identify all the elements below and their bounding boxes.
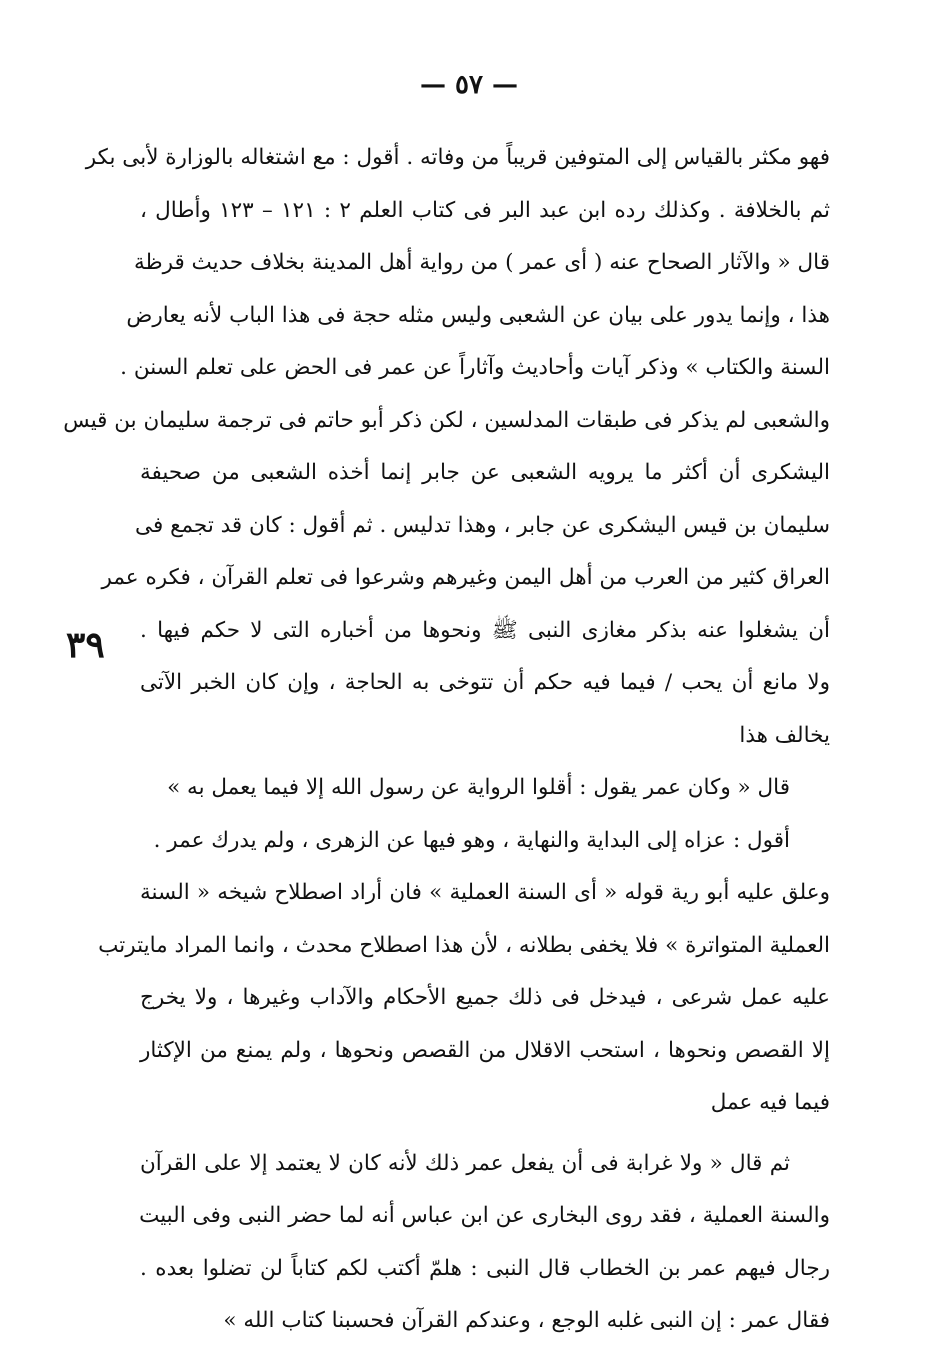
text-line: يخالف هذا	[739, 722, 830, 748]
text-line: والشعبى لم يذكر فى طبقات المدلسين ، لكن ذكر أبو حاتم فى ترجمة سليمان بن قيس	[63, 407, 830, 433]
text-line: وعلق عليه أبو رية قوله « أى السنة العملية » فان أراد اصطلاح شيخه « السنة	[140, 880, 830, 905]
text-line: سليمان بن قيس اليشكرى عن جابر ، وهذا تدليس . ثم أقول : كان قد تجمع فى	[135, 512, 830, 538]
paragraph-3	[98, 815, 830, 1130]
text-line: فهو مكثر بالقياس إلى المتوفين قريباً من وفاته . أقول : مع اشتغاله بالوزارة لأبى بكر	[85, 145, 830, 170]
text-line: ثم بالخلافة . وكذلك رده ابن عبد البر فى كتاب العلم ٢ : ١٢١ – ١٢٣ وأطال ،	[140, 197, 831, 223]
text-line: فيما فيه عمل	[710, 1090, 830, 1115]
text-line: هذا ، وإنما يدور على بيان عن الشعبى وليس مثله حجة فى هذا الباب لأنه يعارض	[126, 302, 830, 328]
text-line: قال « والآثار الصحاح عنه ( أى عمر ) من رواية أهل المدينة بخلاف حديث قرظة	[133, 250, 830, 275]
text-line: أن يشغلوا عنه بذكر مغازى النبى ﷺ ونحوها من أخباره التى لا حكم فيها .	[140, 617, 830, 643]
margin-page-marker: ٣٩	[66, 624, 105, 666]
text-line: إلا القصص ونحوها ، استحب الاقلال من القصص ونحوها ، ولم يمنع من الإكثار	[140, 1037, 830, 1063]
text-line: عليه عمل شرعى ، فيدخل فى ذلك جميع الأحكام والآداب وغيرها ، ولا يخرج	[140, 985, 830, 1010]
text-line: اليشكرى أن أكثر ما يرويه الشعبى عن جابر إنما أخذه الشعبى من صحيفة	[140, 460, 830, 485]
text-line: والسنة العملية ، فقد روى البخارى عن ابن عباس أنه لما حضر النبى وفى البيت	[139, 1203, 830, 1228]
paragraph-gap	[140, 1130, 830, 1138]
paragraph-4	[140, 1138, 830, 1348]
text-line: ثم قال « ولا غرابة فى أن يفعل عمر ذلك لأنه كان لا يعتمد إلا على القرآن	[140, 1150, 790, 1176]
text-line: فقال عمر : إن النبى غلبه الوجع ، وعندكم القرآن فحسبنا كتاب الله »	[223, 1308, 830, 1333]
text-line: السنة والكتاب » وذكر آيات وأحاديث وآثاراً عن عمر فى الحض على تعلم السنن .	[120, 355, 830, 380]
text-line: العراق كثير من العرب من أهل اليمن وغيرهم وشرعوا فى تعلم القرآن ، فكره عمر	[101, 565, 830, 590]
text-line: رجال فيهم عمر بن الخطاب قال النبى : هلمّ أكتب لكم كتاباً لن تضلوا بعده .	[140, 1255, 830, 1281]
text-line: العملية المتواترة » فلا يخفى بطلانه ، لأن هذا اصطلاح محدث ، وانما المراد مايترتب	[98, 932, 830, 958]
text-line: ولا مانع أن يحب / فيما فيه حكم أن تتوخى به الحاجة ، وإن كان الخبر الآتى	[140, 670, 830, 695]
text-line: قال « وكان عمر يقول : أقلوا الرواية عن رسول الله إلا فيما يعمل به »	[167, 775, 790, 800]
page-number: — ٥٧ —	[419, 70, 519, 100]
paragraph-2	[140, 762, 830, 815]
text-line: أقول : عزاه إلى البداية والنهاية ، وهو فيها عن الزهرى ، ولم يدرك عمر .	[153, 827, 790, 853]
